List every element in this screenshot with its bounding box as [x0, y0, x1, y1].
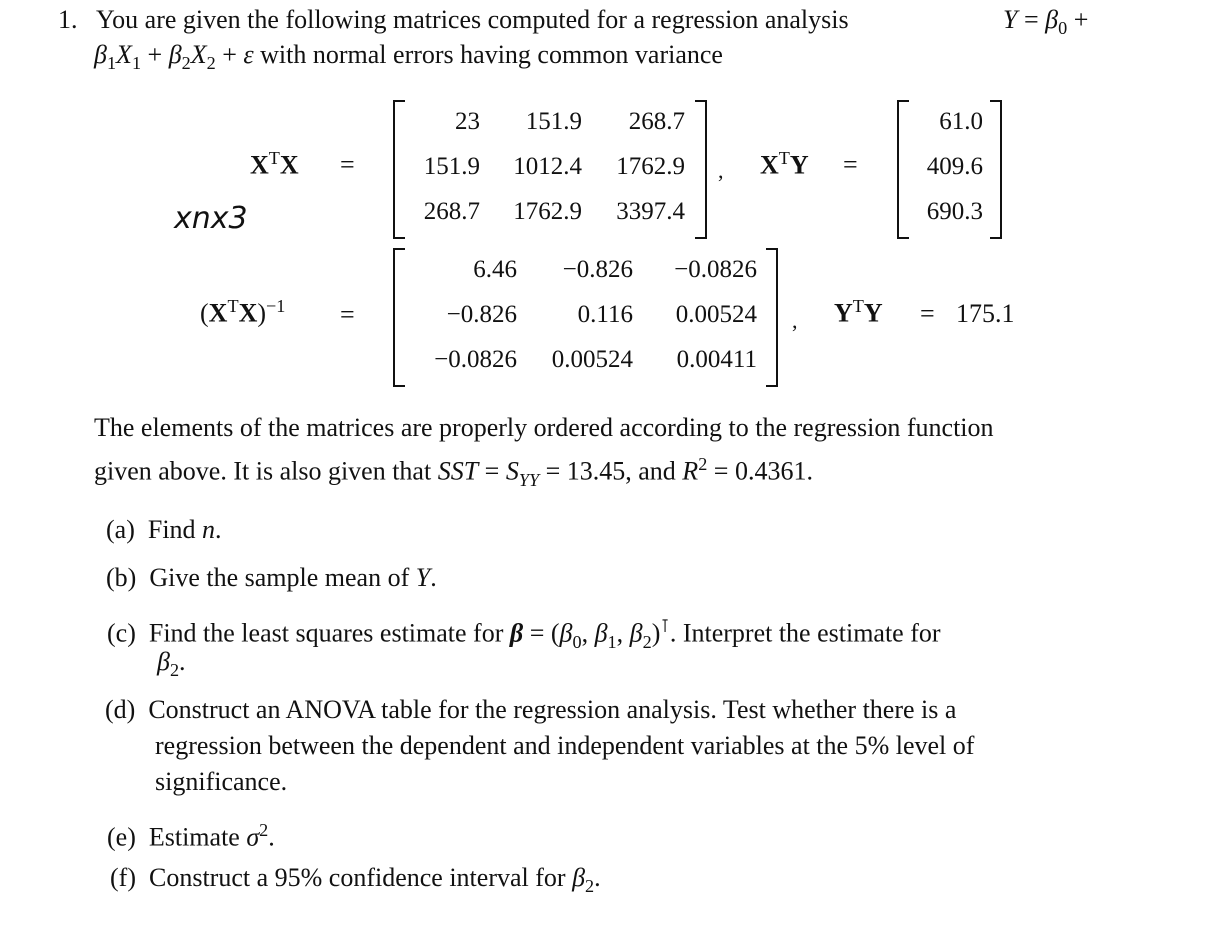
question-label: (c) — [107, 618, 136, 648]
question-c-continued: $\beta_2$. — [157, 647, 186, 681]
matrix-right-bracket — [766, 248, 778, 387]
intro-text-2: with normal errors having common variance — [260, 40, 723, 69]
handwritten-text: xnx3 — [174, 201, 248, 236]
xtx-inverse-cell: −0.826 — [446, 301, 517, 328]
model-equation-part2: $\beta_1X_1 + \beta_2X_2 + \varepsilon$ with normal errors having common variance — [94, 40, 723, 74]
xtx-inverse-cell: 6.46 — [473, 256, 517, 283]
xtx-inverse-cell: 0.00524 — [551, 346, 633, 373]
question-label: (b) — [106, 563, 137, 592]
equals-sign: = — [920, 299, 935, 328]
question-c: (c) Find the least squares estimate for $\beta = (\beta_0$, $\beta_1$, $\beta_2)^⊺$. Interpret the estimate for — [107, 616, 941, 652]
matrix-left-bracket — [393, 248, 405, 387]
xtx-cell: 151.9 — [525, 108, 582, 135]
model-equation-part1: $Y = \beta_0$ + — [1003, 5, 1089, 39]
matrix-left-bracket — [393, 100, 405, 239]
xtx-inverse-cell: 0.00411 — [676, 346, 757, 373]
paragraph-line-2: given above. It is also given that SST = $S_{YY} = 13.45$, and $R^2 = 0.4361$. — [94, 454, 813, 490]
equals-sign: = — [340, 150, 355, 179]
question-label: (a) — [106, 515, 135, 544]
paragraph-and: and — [638, 456, 676, 486]
paragraph-line-1: The elements of the matrices are properly ordered according to the regression function — [94, 413, 994, 442]
yty-value: 175.1 — [956, 299, 1015, 328]
question-f: (f) Construct a 95% confidence interval for $\beta_2$. — [110, 863, 601, 897]
question-b: (b) Give the sample mean of Y. — [106, 563, 437, 592]
question-d-line-2: regression between the dependent and independent variables at the 5% level of — [155, 731, 975, 760]
problem-number: 1. — [58, 5, 78, 34]
question-label: (f) — [110, 863, 136, 892]
xtx-inverse-label: $(X^TX)^{-1}$ — [200, 296, 286, 328]
yty-label: $Y^TY$ — [834, 296, 883, 328]
xtx-inverse-cell: 0.00524 — [675, 301, 757, 328]
question-label: (e) — [107, 822, 136, 852]
paragraph-line-2-prefix: given above. It is also given that — [94, 456, 432, 486]
xty-cell: 61.0 — [939, 108, 983, 135]
question-label: (d) — [105, 695, 136, 724]
xtx-inverse-cell: −0.0826 — [434, 346, 517, 373]
xtx-inverse-cell: 0.116 — [577, 301, 633, 328]
xtx-cell: 1012.4 — [513, 153, 582, 180]
equals-sign: = — [843, 150, 858, 179]
question-d-line-3: significance. — [155, 767, 288, 796]
xty-cell: 409.6 — [926, 153, 983, 180]
matrix-left-bracket — [897, 100, 909, 239]
xtx-cell: 151.9 — [423, 153, 480, 180]
xtx-inverse-cell: −0.826 — [562, 256, 633, 283]
comma: , — [718, 158, 724, 183]
question-e: (e) Estimate $\sigma^2$. — [107, 820, 275, 852]
xtx-cell: 23 — [455, 108, 480, 135]
xtx-inverse-cell: −0.0826 — [674, 256, 757, 283]
intro-line-1 — [96, 2, 849, 38]
question-a: (a) Find n. — [106, 515, 222, 544]
xty-cell: 690.3 — [926, 198, 983, 225]
xty-label: $X^TY$ — [760, 148, 809, 180]
xtx-cell: 1762.9 — [616, 153, 685, 180]
matrix-right-bracket — [695, 100, 707, 239]
xtx-label: $X^TX$ — [250, 148, 299, 180]
equals-sign: = — [340, 300, 355, 329]
intro-text-1: You are given the following matrices computed for a regression analysis — [96, 5, 849, 34]
xtx-cell: 268.7 — [628, 108, 685, 135]
xtx-cell: 1762.9 — [513, 198, 582, 225]
handwritten-note — [172, 196, 282, 236]
xtx-cell: 3397.4 — [616, 198, 685, 225]
matrix-right-bracket — [990, 100, 1002, 239]
xtx-cell: 268.7 — [423, 198, 480, 225]
question-d: (d) Construct an ANOVA table for the regression analysis. Test whether there is a — [105, 695, 957, 724]
comma: , — [792, 308, 798, 333]
